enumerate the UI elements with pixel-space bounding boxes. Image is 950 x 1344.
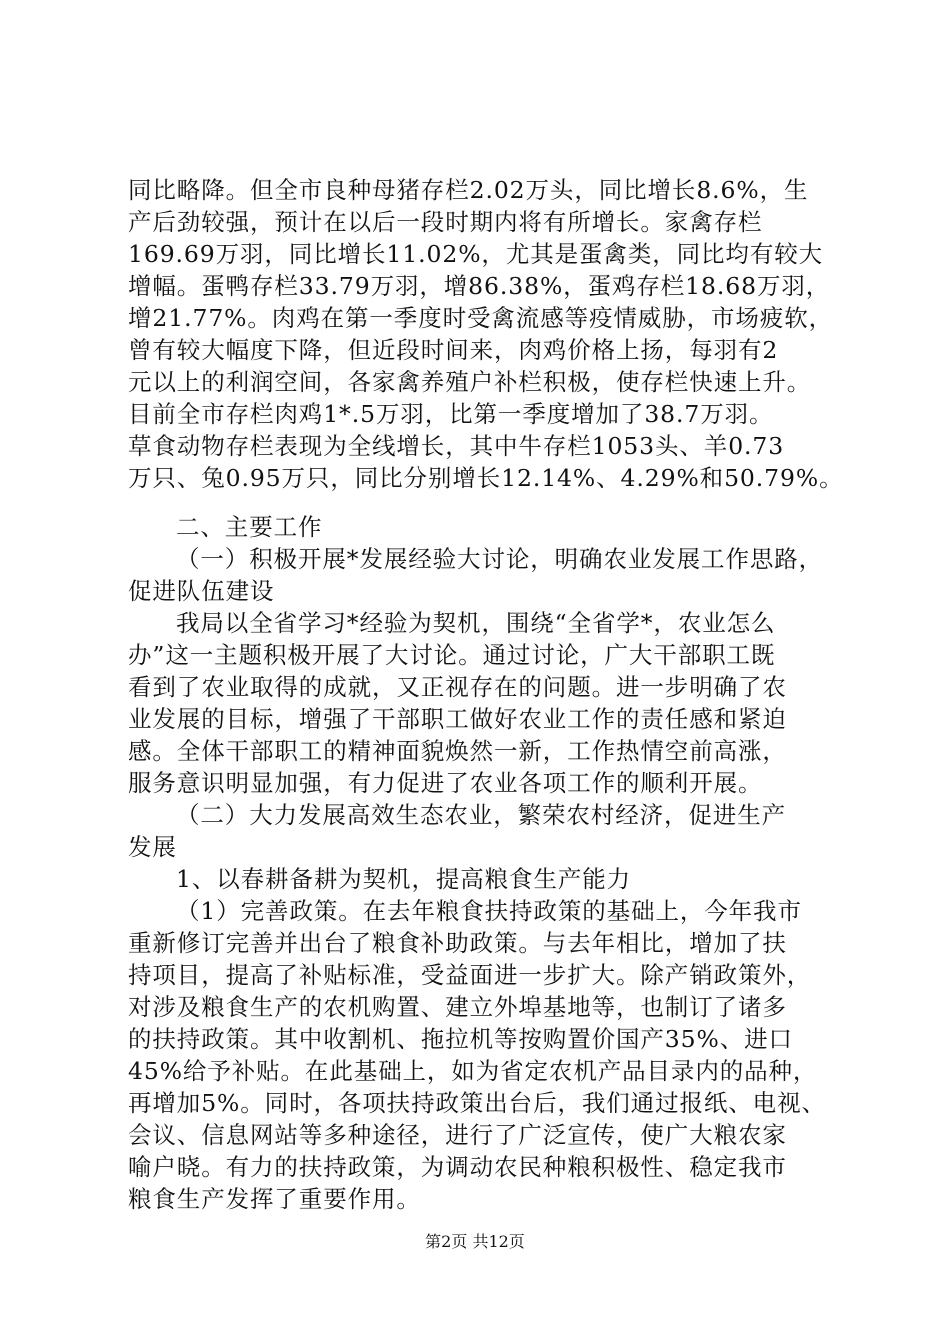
paragraph-line: 喻户晓。有力的扶持政策，为调动农民种粮积极性、稳定我市	[128, 1153, 787, 1181]
paragraph-line: 元以上的利润空间，各家禽养殖户补栏积极，使存栏快速上升。	[128, 368, 812, 396]
paragraph-line: 看到了农业取得的成就，又正视存在的问题。进一步明确了农	[128, 673, 787, 701]
item-heading: 1、以春耕备耕为契机，提高粮食生产能力	[176, 865, 632, 893]
paragraph-line: 同比略降。但全市良种母猪存栏2.02万头，同比增长8.6%，生	[128, 176, 809, 204]
paragraph-line: 我局以全省学习*经验为契机，围绕“全省学*，农业怎么	[176, 609, 776, 637]
paragraph-line: 169.69万羽，同比增长11.02%，尤其是蛋禽类，同比均有较大	[128, 240, 824, 268]
paragraph-line: 产后劲较强，预计在以后一段时期内将有所增长。家禽存栏	[128, 208, 763, 236]
subsection-heading: （一）积极开展*发展经验大讨论，明确农业发展工作思路，	[176, 545, 824, 573]
paragraph-line: 的扶持政策。其中收割机、拖拉机等按购置价国产35%、进口	[128, 1025, 793, 1053]
paragraph-line: 万只、兔0.95万只，同比分别增长12.14%、4.29%和50.79%。	[128, 464, 844, 492]
section-heading: 二、主要工作	[176, 513, 323, 541]
paragraph-line: （1）完善政策。在去年粮食扶持政策的基础上，今年我市	[176, 897, 802, 925]
paragraph-line: 办”这一主题积极开展了大讨论。通过讨论，广大干部职工既	[128, 641, 776, 669]
subsection-heading-cont: 促进队伍建设	[128, 577, 275, 605]
paragraph-line: 45%给予补贴。在此基础上，如为省定农机产品目录内的品种，	[128, 1057, 818, 1085]
paragraph-line: 草食动物存栏表现为全线增长，其中牛存栏1053头、羊0.73	[128, 432, 785, 460]
subsection-heading-cont: 发展	[128, 833, 177, 861]
paragraph-line: 重新修订完善并出台了粮食补助政策。与去年相比，增加了扶	[128, 929, 787, 957]
paragraph-line: 粮食生产发挥了重要作用。	[128, 1185, 421, 1213]
paragraph-line: 感。全体干部职工的精神面貌焕然一新，工作热情空前高涨，	[128, 737, 787, 765]
paragraph-line: 会议、信息网站等多种途径，进行了广泛宣传，使广大粮农家	[128, 1121, 787, 1149]
paragraph-line: 曾有较大幅度下降，但近段时间来，肉鸡价格上扬，每羽有2	[128, 336, 779, 364]
paragraph-line: 对涉及粮食生产的农机购置、建立外埠基地等，也制订了诸多	[128, 993, 787, 1021]
paragraph-line: 再增加5%。同时，各项扶持政策出台后，我们通过报纸、电视、	[128, 1089, 826, 1117]
paragraph-line: 增幅。蛋鸭存栏33.79万羽，增86.38%，蛋鸡存栏18.68万羽，	[128, 272, 831, 300]
paragraph-line: 目前全市存栏肉鸡1*.5万羽，比第一季度增加了38.7万羽。	[128, 400, 774, 428]
paragraph-line: 增21.77%。肉鸡在第一季度时受禽流感等疫情威胁，市场疲软，	[128, 304, 834, 332]
paragraph-line: 业发展的目标，增强了干部职工做好农业工作的责任感和紧迫	[128, 705, 787, 733]
page-footer: 第2页 共12页	[425, 1232, 525, 1251]
paragraph-line: 持项目，提高了补贴标准，受益面进一步扩大。除产销政策外，	[128, 961, 812, 989]
subsection-heading: （二）大力发展高效生态农业，繁荣农村经济，促进生产	[176, 801, 786, 829]
paragraph-line: 服务意识明显加强，有力促进了农业各项工作的顺利开展。	[128, 769, 763, 797]
